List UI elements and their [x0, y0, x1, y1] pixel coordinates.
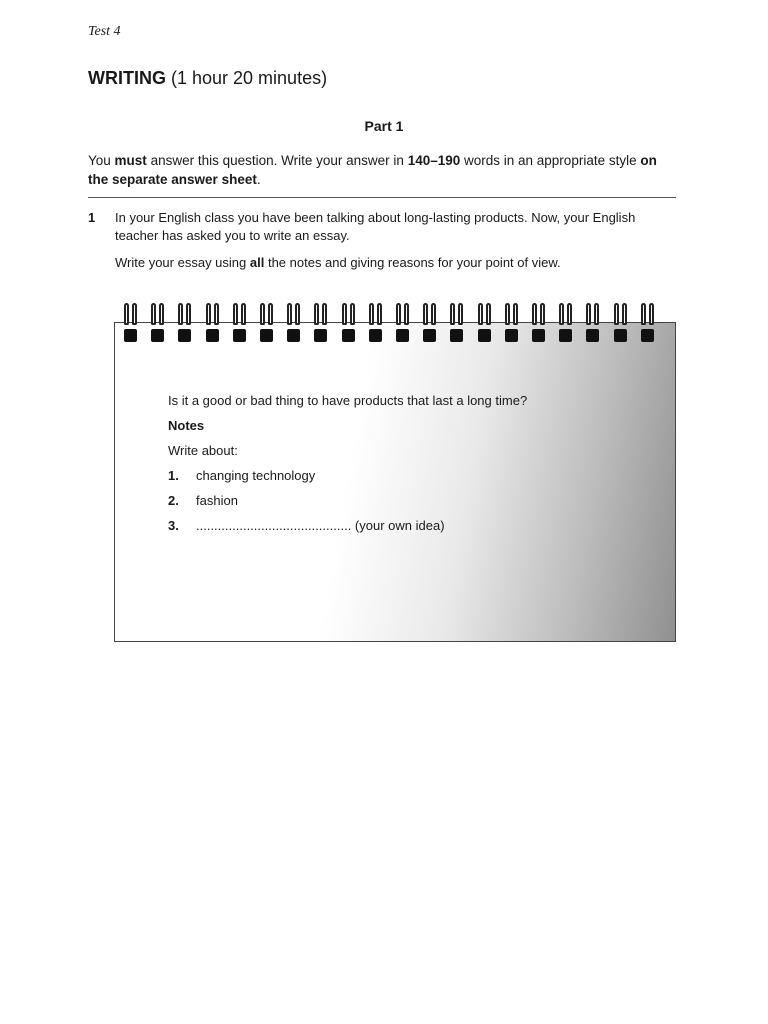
- binding-ring: [176, 303, 196, 343]
- instr-text: words in an appropriate style: [460, 153, 641, 168]
- note-item-text: changing technology: [196, 468, 316, 483]
- binding-ring: [285, 303, 305, 343]
- binding-ring: [557, 303, 577, 343]
- instr-emph-must: must: [114, 153, 147, 168]
- section-title: [88, 68, 327, 89]
- binding-ring: [367, 303, 387, 343]
- note-item-number: 2.: [168, 493, 179, 508]
- spiral-binding: [122, 303, 682, 343]
- binding-ring: [584, 303, 604, 343]
- note-item-number: 1.: [168, 468, 179, 483]
- binding-ring: [448, 303, 468, 343]
- binding-ring: [421, 303, 441, 343]
- instructions: [88, 151, 678, 189]
- notes-heading: Notes: [168, 418, 205, 433]
- note-item-text: fashion: [196, 493, 238, 508]
- note-item: [168, 468, 315, 483]
- binding-ring: [639, 303, 659, 343]
- note-item-text: ........................................... (your own idea): [196, 518, 445, 533]
- note-item: [168, 493, 238, 508]
- note-item: [168, 518, 445, 533]
- note-item-number: 3.: [168, 518, 179, 533]
- divider: [88, 197, 676, 198]
- instr-text: answer this question. Write your answer in: [146, 153, 408, 168]
- binding-ring: [122, 303, 142, 343]
- essay-question: Is it a good or bad thing to have products that last a long time?: [168, 393, 528, 408]
- question-number: 1: [88, 210, 96, 225]
- question-block: [88, 209, 678, 272]
- question-instruction: [115, 254, 678, 272]
- page-header-test-label: Test 4: [88, 24, 121, 39]
- binding-ring: [503, 303, 523, 343]
- binding-ring: [340, 303, 360, 343]
- binding-ring: [312, 303, 332, 343]
- binding-ring: [394, 303, 414, 343]
- instr-text: You: [88, 153, 115, 168]
- instr-word-count: 140–190: [407, 153, 461, 168]
- binding-ring: [612, 303, 632, 343]
- section-title-strong: WRITING: [88, 68, 166, 88]
- qinstr-text: Write your essay using: [115, 255, 250, 270]
- question-text: In your English class you have been talking about long-lasting products. Now, your English teacher has asked you to write an essay.: [115, 210, 636, 243]
- binding-ring: [231, 303, 251, 343]
- binding-ring: [476, 303, 496, 343]
- binding-ring: [530, 303, 550, 343]
- write-about-label: Write about:: [168, 443, 238, 458]
- qinstr-text: the notes and giving reasons for your point of view.: [264, 255, 561, 270]
- instr-emph-answer-sheet: on the separate answer sheet: [88, 153, 657, 187]
- binding-ring: [258, 303, 278, 343]
- binding-ring: [204, 303, 224, 343]
- section-title-duration: (1 hour 20 minutes): [166, 68, 328, 88]
- binding-ring: [149, 303, 169, 343]
- part-heading: Part 1: [364, 118, 404, 134]
- qinstr-emph-all: all: [249, 255, 265, 270]
- instr-text: .: [256, 172, 261, 187]
